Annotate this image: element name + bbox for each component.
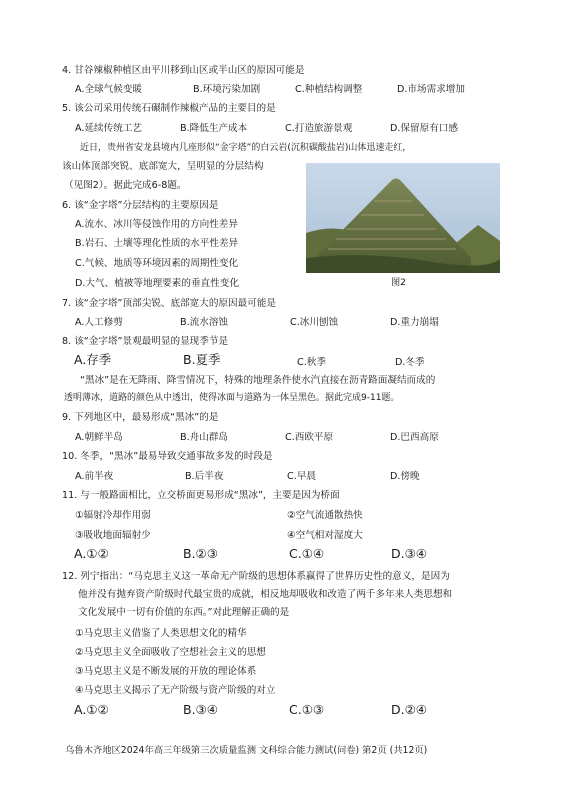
q12-stem-line-3: 文化发展中一切有价值的东西。”对此理解正确的是 bbox=[78, 607, 290, 618]
q7-option-a: A.人工修剪 bbox=[75, 317, 123, 328]
q11-item-2: ②空气流通散热快 bbox=[287, 510, 363, 521]
q12-option-d: D.②④ bbox=[391, 702, 428, 717]
q9-option-a: A.朝鲜半岛 bbox=[75, 432, 123, 443]
q12-option-b: B.③④ bbox=[183, 702, 218, 717]
q10-option-c: C.早晨 bbox=[287, 471, 316, 482]
q12-item-1: ①马克思主义借鉴了人类思想文化的精华 bbox=[75, 628, 247, 639]
q4-stem: 4. 甘谷辣椒种植区由平川移到山区或半山区的原因可能是 bbox=[62, 65, 305, 76]
page-footer: 乌鲁木齐地区2024年高三年级第三次质量监测 文科综合能力测试(问卷) 第2页 (共12页) bbox=[65, 745, 428, 756]
q11-item-4: ④空气相对湿度大 bbox=[287, 530, 363, 541]
q10-option-a: A.前半夜 bbox=[75, 471, 114, 482]
q7-option-b: B.流水溶蚀 bbox=[180, 317, 229, 328]
q7-option-c: C.冰川刨蚀 bbox=[290, 317, 339, 328]
q5-option-d: D.保留原有口感 bbox=[390, 123, 458, 134]
q6-option-b: B.岩石、土壤等理化性质的水平性差异 bbox=[75, 238, 239, 249]
passage1-line-1: 近日，贵州省安龙县境内几座形似“金字塔”的白云岩(沉积碳酸盐岩)山体迅速走红， bbox=[80, 143, 412, 153]
mountain-illustration bbox=[306, 163, 500, 273]
q5-stem: 5. 该公司采用传统石碾制作辣椒产品的主要目的是 bbox=[62, 103, 276, 114]
q11-item-3: ③吸收地面辐射少 bbox=[75, 530, 151, 541]
q7-option-d: D.重力崩塌 bbox=[390, 317, 439, 328]
q11-stem: 11. 与一般路面相比，立交桥面更易形成“黑冰”，主要是因为桥面 bbox=[62, 490, 340, 501]
q4-option-b: B.环境污染加剧 bbox=[193, 84, 261, 95]
q12-stem-line-1: 12. 列宁指出：“马克思主义这一革命无产阶级的思想体系赢得了世界历史性的意义，是因为 bbox=[62, 571, 450, 582]
passage1-line-3: （见图2）。据此完成6-8题。 bbox=[64, 180, 187, 191]
q10-option-b: B.后半夜 bbox=[185, 471, 224, 482]
q9-option-c: C.西欧平原 bbox=[285, 432, 334, 443]
q6-option-a: A.流水、冰川等侵蚀作用的方向性差异 bbox=[75, 219, 238, 230]
q8-option-b: B.夏季 bbox=[183, 352, 221, 367]
q11-option-b: B.②③ bbox=[183, 546, 218, 561]
passage2-line-2: 透明薄冰，道路的颜色从中透出，使得冰面与道路为一体呈黑色。据此完成9-11题。 bbox=[64, 393, 400, 403]
q12-item-4: ④马克思主义揭示了无产阶级与资产阶级的对立 bbox=[75, 685, 276, 696]
q11-option-a: A.①② bbox=[74, 546, 109, 561]
q8-option-d: D.冬季 bbox=[395, 357, 425, 368]
q4-option-d: D.市场需求增加 bbox=[397, 84, 465, 95]
pyramid-mountain-photo bbox=[306, 163, 500, 273]
q8-stem: 8. 该“金字塔”景观最明显的显现季节是 bbox=[62, 336, 229, 347]
q11-option-d: D.③④ bbox=[391, 546, 428, 561]
q8-option-a: A.存季 bbox=[74, 352, 112, 367]
q4-option-a: A.全球气候变暖 bbox=[75, 84, 143, 95]
q12-option-c: C.①③ bbox=[289, 702, 325, 717]
q9-option-d: D.巴西高原 bbox=[390, 432, 439, 443]
q6-stem: 6. 该“金字塔”分层结构的主要原因是 bbox=[62, 200, 219, 211]
q10-option-d: D.傍晚 bbox=[390, 471, 420, 482]
q11-item-1: ①辐射冷却作用弱 bbox=[75, 510, 151, 521]
passage2-line-1: “黑冰”是在无降雨、降雪情况下，特殊的地理条件使水汽直接在沥青路面凝结而成的 bbox=[80, 375, 436, 386]
q7-stem: 7. 该“金字塔”顶部尖锐、底部宽大的原因最可能是 bbox=[62, 298, 277, 309]
passage1-line-2: 该山体顶部突锐、底部宽大，呈明显的分层结构 bbox=[62, 161, 264, 172]
q11-option-c: C.①④ bbox=[289, 546, 325, 561]
q12-item-3: ③马克思主义是不断发展的开放的理论体系 bbox=[75, 666, 257, 677]
q6-option-c: C.气候、地质等环境因素的周期性变化 bbox=[75, 258, 239, 269]
q8-option-c: C.秋季 bbox=[297, 357, 326, 368]
q12-option-a: A.①② bbox=[74, 702, 109, 717]
q5-option-c: C.打造旅游景观 bbox=[285, 123, 353, 134]
q9-stem: 9. 下列地区中，最易形成“黑冰”的是 bbox=[62, 412, 219, 423]
q10-stem: 10. 冬季，“黑冰”最易导致交通事故多发的时段是 bbox=[62, 451, 273, 462]
q12-stem-line-2: 他并没有抛弃资产阶级时代最宝贵的成就，相反地却吸收和改造了两千多年来人类思想和 bbox=[78, 589, 453, 600]
q9-option-b: B.舟山群岛 bbox=[180, 432, 229, 443]
q5-option-a: A.延续传统工艺 bbox=[75, 123, 143, 134]
figure-caption: 图2 bbox=[391, 277, 407, 288]
q4-option-c: C.种植结构调整 bbox=[295, 84, 363, 95]
q12-item-2: ②马克思主义全面吸收了空想社会主义的思想 bbox=[75, 647, 266, 658]
q6-option-d: D.大气、植被等地理要素的垂直性变化 bbox=[75, 278, 239, 289]
q5-option-b: B.降低生产成本 bbox=[180, 123, 248, 134]
